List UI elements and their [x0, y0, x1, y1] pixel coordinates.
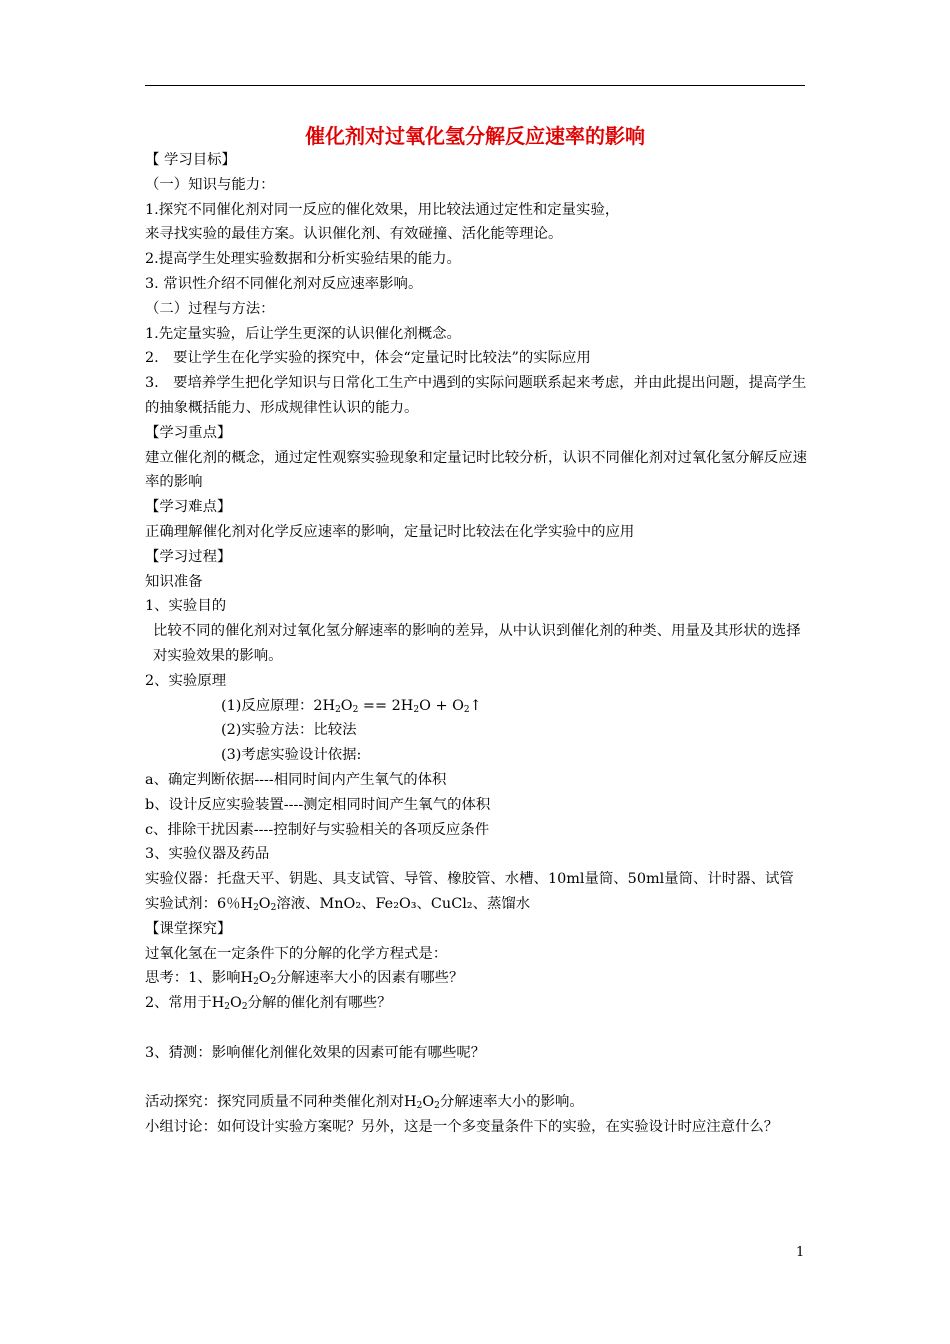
think-2: 2、常用于$H_2O_2$分解的催化剂有哪些？	[145, 995, 392, 1013]
objective-1-3: 3. 常识性介绍不同催化剂对反应速率影响。	[145, 275, 423, 292]
objective-1-2: 2.提高学生处理实验数据和分析实验结果的能力。	[145, 251, 461, 268]
basis-a: a、确定判断依据----相同时间内产生氧气的体积	[145, 771, 447, 788]
objective-2-3: 3. 要培养学生把化学知识与日常化工生产中遇到的实际问题联系起来考虑，并由此提出问题，提高学生的抽象概括能力、形成规律性认识的能力。	[145, 375, 807, 416]
objectives-heading: 【 学习目标】	[145, 152, 236, 168]
process-heading: 【学习过程】	[145, 548, 232, 565]
knowledge-prep: 知识准备	[145, 573, 203, 590]
basis-c: c、排除干扰因素----控制好与实验相关的各项反应条件	[145, 821, 490, 838]
objective-1-1b: 来寻找实验的最佳方案。认识催化剂、有效碰撞、活化能等理论。	[145, 226, 563, 243]
equipment-heading: 3、实验仪器及药品	[145, 846, 270, 863]
key-points-text: 建立催化剂的概念，通过定性观察实验现象和定量记时比较分析，认识不同催化剂对过氧化氢分解反应速率的影响	[145, 449, 807, 491]
principle-heading: 2、实验原理	[145, 672, 227, 689]
reagents-line: 实验试剂：6％$H_2O_2$溶液、MnO₂、Fe₂O₃、CuCl₂、蒸馏水	[145, 895, 531, 913]
basis-line: (3)考虑实验设计依据:	[221, 747, 362, 764]
guess-line: 3、猜测：影响催化剂催化效果的因素可能有哪些呢？	[145, 1044, 486, 1061]
equipment-text: 实验仪器：托盘天平、钥匙、具支试管、导管、橡胶管、水槽、10ml量筒、50ml量筒、计时器、试管	[145, 871, 794, 888]
reaction-principle: (1)反应原理：$2H_2O_2 == 2H_2O$ + $O_2↑$	[221, 697, 482, 715]
purpose-text: 比较不同的催化剂对过氧化氢分解速率的影响的差异，从中认识到催化剂的种类、用量及其形状的选择对实验效果的影响。	[153, 623, 801, 664]
equation-question: 过氧化氢在一定条件下的分解的化学方程式是：	[145, 945, 448, 962]
purpose-heading: 1、实验目的	[145, 598, 227, 615]
activity-line: 活动探究：探究同质量不同种类催化剂对$H_2O_2$分解速率大小的影响。	[145, 1094, 584, 1112]
think-1: 思考：1、影响$H_2O_2$分解速率大小的因素有哪些？	[145, 970, 464, 988]
method-line: (2)实验方法：比较法	[221, 722, 357, 739]
key-points-heading: 【学习重点】	[145, 424, 232, 441]
header-rule	[145, 85, 805, 86]
reaction-equation: $2H_2O_2 == 2H_2O$ + $O_2↑$	[313, 697, 482, 715]
group-discussion: 小组讨论：如何设计实验方案呢？另外，这是一个多变量条件下的实验，在实验设计时应注意什么？	[145, 1119, 779, 1136]
difficulty-text: 正确理解催化剂对化学反应速率的影响，定量记时比较法在化学实验中的应用	[145, 523, 635, 540]
objectives-section-1: （一）知识与能力：	[145, 176, 275, 193]
objective-2-2: 2. 要让学生在化学实验的探究中，体会“定量记时比较法”的实际应用	[145, 350, 591, 367]
difficulty-heading: 【学习难点】	[145, 499, 232, 516]
page-number: 1	[796, 1245, 805, 1260]
gas-arrow-icon: ↑	[469, 697, 482, 714]
objective-2-1: 1.先定量实验，后让学生更深的认识催化剂概念。	[145, 325, 461, 342]
basis-b: b、设计反应实验装置----测定相同时间产生氧气的体积	[145, 796, 491, 813]
objectives-section-2: （二）过程与方法：	[145, 300, 275, 317]
spacer	[145, 1016, 809, 1041]
objective-1-1a: 1.探究不同催化剂对同一反应的催化效果，用比较法通过定性和定量实验，	[145, 201, 620, 218]
document-title: 催化剂对过氧化氢分解反应速率的影响	[305, 124, 645, 148]
class-inquiry-heading: 【课堂探究】	[145, 920, 232, 937]
document-body	[145, 148, 809, 1140]
spacer	[145, 1065, 809, 1090]
